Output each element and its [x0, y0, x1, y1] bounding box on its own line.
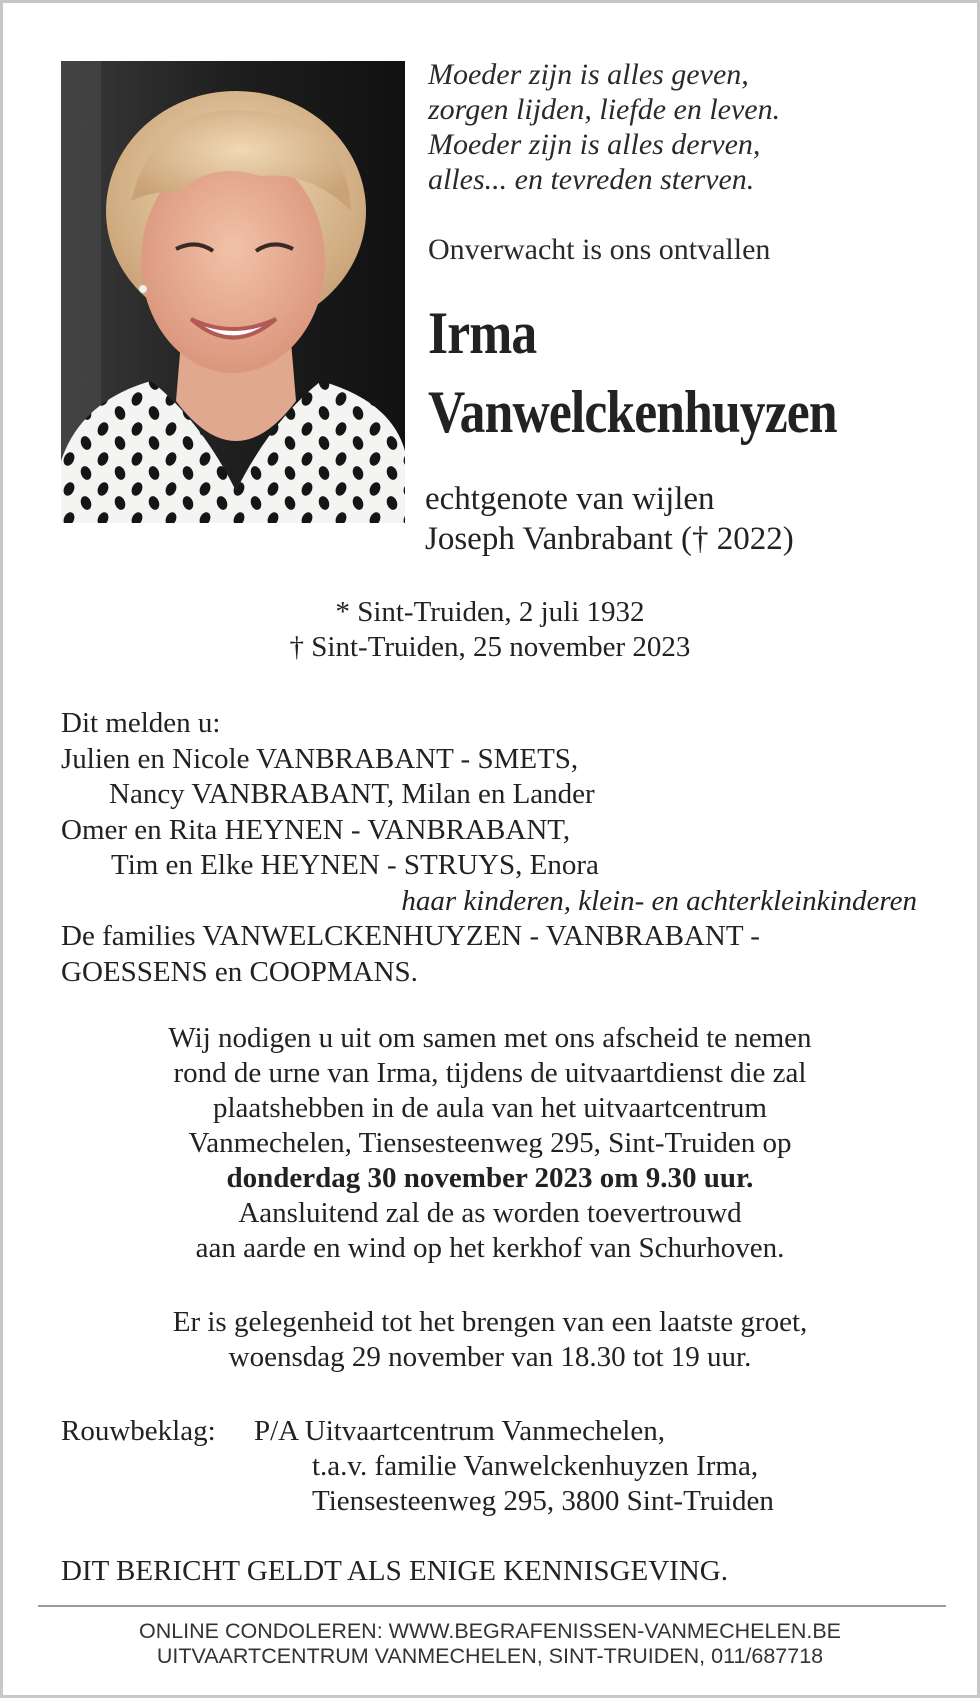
invitation-line: aan aarde en wind op het kerkhof van Schurhoven.	[195, 1232, 785, 1264]
poem-line: zorgen lijden, liefde en leven.	[428, 93, 781, 126]
deceased-first-name: Irma	[428, 300, 537, 366]
footer	[3, 1619, 977, 1669]
intro-text: Onverwacht is ons ontvallen	[428, 233, 771, 266]
portrait-photo	[61, 61, 405, 523]
funeral-date: donderdag 30 november 2023 om 9.30 uur.	[226, 1162, 754, 1194]
spouse-line: Joseph Vanbrabant († 2022)	[425, 521, 794, 557]
condolence-line: Tiensesteenweg 295, 3800 Sint-Truiden	[312, 1485, 774, 1517]
poem	[428, 57, 780, 197]
death-date: † Sint-Truiden, 25 november 2023	[289, 631, 691, 663]
funeral-invitation	[3, 1021, 977, 1266]
family-row: Tim en Elke HEYNEN - STRUYS, Enora	[111, 849, 599, 881]
visitation-line: woensdag 29 november van 18.30 tot 19 uur.	[228, 1341, 752, 1373]
family-row: Julien en Nicole VANBRABANT - SMETS,	[61, 742, 579, 775]
deceased-last-name: Vanwelckenhuyzen	[428, 379, 837, 445]
condolence-label: Rouwbeklag:	[61, 1415, 216, 1447]
invitation-line: rond de urne van Irma, tijdens de uitvaartdienst die zal	[173, 1057, 807, 1089]
family-heading: Dit melden u:	[61, 707, 221, 739]
visitation-info	[3, 1305, 977, 1375]
birth-date: * Sint-Truiden, 2 juli 1932	[335, 596, 645, 628]
invitation-line: plaatshebben in de aula van het uitvaartcentrum	[212, 1092, 767, 1124]
footer-contact: UITVAARTCENTRUM VANMECHELEN, SINT-TRUIDEN, 011/687718	[156, 1644, 824, 1668]
spouse-info	[425, 479, 794, 559]
poem-line: Moeder zijn is alles derven,	[428, 128, 761, 161]
notice-text: DIT BERICHT GELDT ALS ENIGE KENNISGEVING.	[61, 1555, 728, 1587]
visitation-line: Er is gelegenheid tot het brengen van een laatste groet,	[172, 1306, 808, 1338]
divider	[38, 1605, 946, 1607]
family-list	[61, 706, 941, 990]
spouse-line: echtgenote van wijlen	[425, 481, 715, 517]
life-dates	[3, 595, 977, 665]
condolence-line: t.a.v. familie Vanwelckenhuyzen Irma,	[312, 1450, 759, 1482]
family-row: Nancy VANBRABANT, Milan en Lander	[109, 778, 595, 810]
invitation-line: Vanmechelen, Tiensesteenweg 295, Sint-Truiden op	[188, 1127, 792, 1159]
poem-line: alles... en tevreden sterven.	[428, 163, 755, 196]
family-row: Omer en Rita HEYNEN - VANBRABANT,	[61, 813, 571, 846]
family-relation: haar kinderen, klein- en achterkleinkinderen	[401, 884, 917, 917]
invitation-line: Aansluitend zal de as worden toevertrouwd	[238, 1197, 742, 1229]
portrait-illustration	[61, 61, 405, 523]
condolence-line: P/A Uitvaartcentrum Vanmechelen,	[254, 1415, 665, 1447]
families-line: De families VANWELCKENHUYZEN - VANBRABANT -	[61, 920, 760, 952]
footer-website: ONLINE CONDOLEREN: WWW.BEGRAFENISSEN-VANMECHELEN.BE	[138, 1619, 842, 1643]
poem-line: Moeder zijn is alles geven,	[428, 58, 749, 91]
invitation-line: Wij nodigen u uit om samen met ons afscheid te nemen	[168, 1022, 812, 1054]
families-line: GOESSENS en COOPMANS.	[61, 955, 418, 988]
